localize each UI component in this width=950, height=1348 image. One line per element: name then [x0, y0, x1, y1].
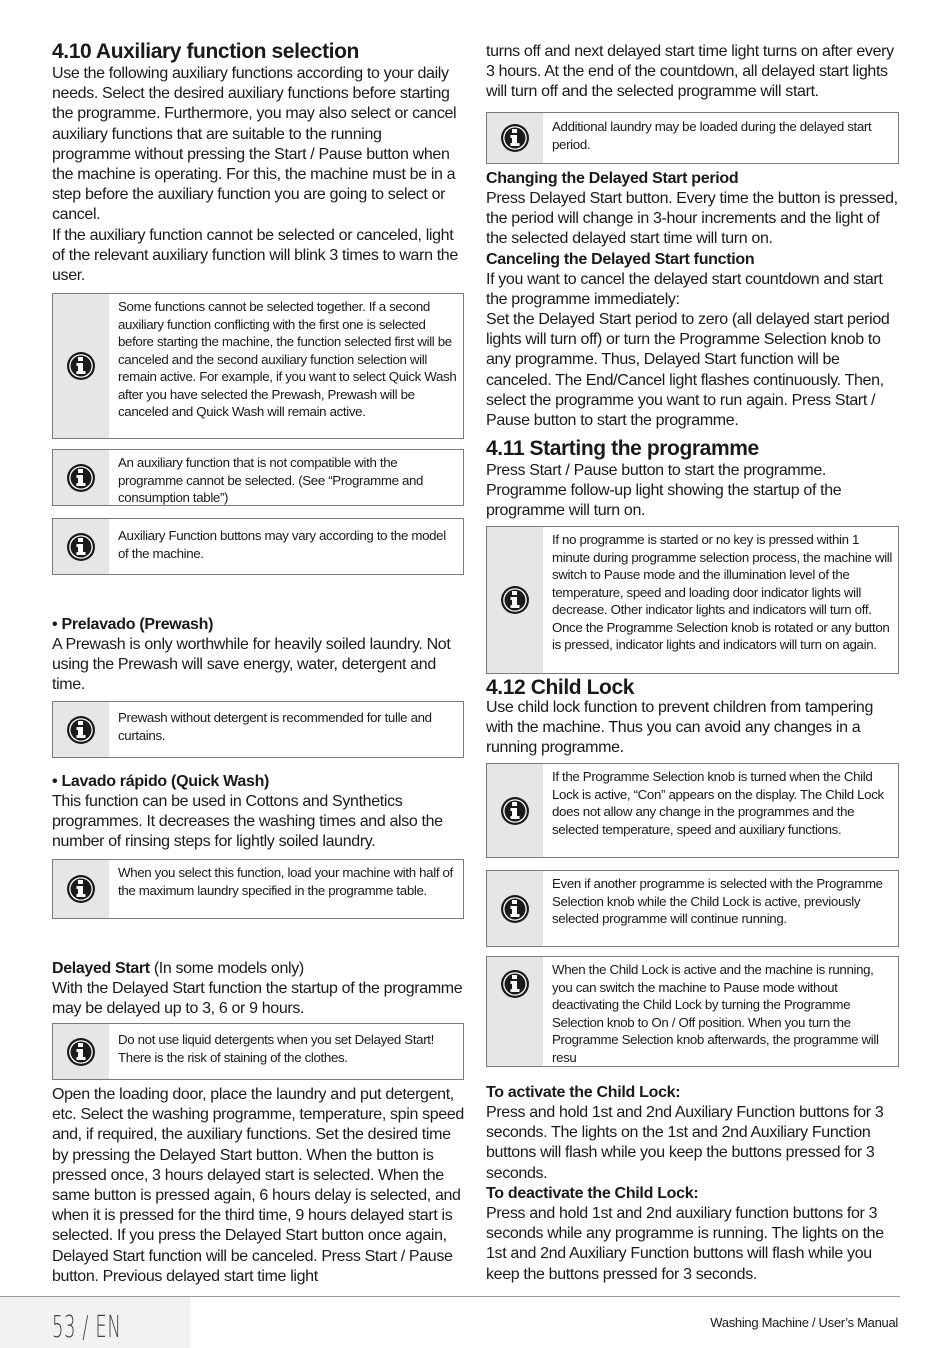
canceling-delayed-start-body: If you want to cancel the delayed start countdown and start the programme immediately: [486, 271, 883, 309]
manual-title: Washing Machine / User’s Manual [710, 1315, 898, 1330]
info-icon [53, 702, 109, 757]
note-text: Auxiliary Function buttons may vary according to the model of the machine. [118, 528, 446, 561]
activate-child-lock-title: To activate the Child Lock: [486, 1084, 681, 1101]
note-box [52, 449, 464, 506]
section-4-12-body: Use child lock function to prevent children from tampering with the machine. Thus you can avoid any changes in a running programme. [486, 699, 874, 757]
note-text: Some functions cannot be selected together. If a second auxiliary function conflicting with the first one is selected before starting the machine, the function selected first will be canceled and the second auxiliary function selection will remain active. For example, if you want to select Quick Wash after you have selected the Prewash, Prewash will be canceled and Quick Wash will remain active. [118, 299, 457, 419]
info-icon [487, 871, 543, 946]
prewash-title: • Prelavado (Prewash) [52, 616, 214, 633]
info-icon [487, 527, 543, 673]
info-icon [53, 450, 109, 505]
changing-delayed-start-body: Press Delayed Start button. Every time the button is pressed, the period will change in 3-hour increments and the light of the selected delayed start time will turn on. [486, 190, 898, 248]
note-box [52, 518, 464, 575]
section-4-10-body-2: If the auxiliary function cannot be selected or canceled, light of the relevant auxiliary function will blink 3 times to warn the user. [52, 227, 458, 285]
canceling-delayed-start-body-2: Set the Delayed Start period to zero (all delayed start period lights will turn off) or turn the Programme Selection knob to any programme. Thus, Delayed Start function will be canceled. The End/Cancel light flashes continuously. Then, select the programme you want to run again. Press Start / Pause button to start the programme. [486, 311, 890, 430]
footer-divider [0, 1296, 900, 1297]
note-text: Even if another programme is selected with the Programme Selection knob while the Child Lock is active, previously selected programme will continue running. [552, 876, 883, 926]
canceling-delayed-start-title: Canceling the Delayed Start function [486, 251, 755, 268]
note-box [52, 1023, 464, 1080]
prewash-body: A Prewash is only worthwhile for heavily soiled laundry. Not using the Prewash will save energy, water, detergent and time. [52, 636, 451, 694]
note-text: Prewash without detergent is recommended for tulle and curtains. [118, 710, 432, 743]
info-icon [53, 519, 109, 574]
note-box [486, 870, 899, 947]
delayed-start-body: With the Delayed Start function the startup of the programme may be delayed up to 3, 6 or 9 hours. [52, 980, 463, 1018]
note-text: Additional laundry may be loaded during the delayed start period. [552, 119, 872, 152]
info-icon [53, 294, 109, 438]
note-box [52, 293, 464, 439]
note-box [486, 526, 899, 674]
note-text: When the Child Lock is active and the machine is running, you can switch the machine to Pause mode without deactivating the Child Lock by turning the Programme Selection knob to On / Off position. When you turn the Programme Selection knob afterwards, the programme will resu [552, 962, 879, 1065]
deactivate-child-lock-title: To deactivate the Child Lock: [486, 1185, 699, 1202]
note-box [52, 701, 464, 758]
section-4-12-title: 4.12 Child Lock [486, 676, 635, 699]
section-4-11-body: Press Start / Pause button to start the programme. Programme follow-up light showing the startup of the programme will turn on. [486, 462, 842, 520]
delayed-start-instructions: Open the loading door, place the laundry and put detergent, etc. Select the washing programme, temperature, spin speed and, if required, the auxiliary functions. Set the desired time by pressing the Delayed Start button. When the button is pressed once, 3 hours delayed start is selected. When the same button is pressed again, 6 hours delay is selected, and when it is pressed for the third time, 9 hours delayed start is selected. If you press the Delayed Start button once again, Delayed Start function will be canceled. Press Start / Pause button. Previous delayed start time light [52, 1086, 464, 1285]
info-icon [487, 957, 543, 1066]
section-4-10-body: Use the following auxiliary functions according to your daily needs. Select the desired auxiliary functions before starting the programme. Furthermore, you may also select or cancel auxiliary functions that are suitable to the running programme without pressing the Start / Pause button when the machine is operating. For this, the machine must be in a step before the auxiliary function you are going to select or cancel. [52, 65, 457, 224]
note-box [486, 956, 899, 1067]
activate-child-lock-body: Press and hold 1st and 2nd Auxiliary Function buttons for 3 seconds. The lights on the 1st and 2nd Auxiliary Function buttons will flash while you keep the buttons pressed for 3 seconds. [486, 1104, 884, 1182]
note-box [486, 763, 899, 858]
info-icon [487, 113, 543, 163]
info-icon [53, 860, 109, 918]
delayed-start-title [52, 959, 464, 979]
quick-wash-title: • Lavado rápido (Quick Wash) [52, 773, 270, 790]
quick-wash-body: This function can be used in Cottons and Synthetics programmes. It decreases the washing times and also the number of rinsing steps for lightly soiled laundry. [52, 793, 443, 851]
section-4-10-title: 4.10 Auxiliary function selection [52, 40, 359, 63]
note-text: An auxiliary function that is not compatible with the programme cannot be selected. (See “Programme and consumption table”) [118, 455, 424, 505]
delayed-start-continued: turns off and next delayed start time light turns on after every 3 hours. At the end of the countdown, all delayed start lights will turn off and the selected programme will start. [486, 43, 894, 101]
delayed-start-title-bold: Delayed Start [52, 960, 150, 977]
note-text: When you select this function, load your machine with half of the maximum laundry specified in the programme table. [118, 865, 453, 898]
section-4-11-title: 4.11 Starting the programme [486, 437, 759, 460]
note-box [486, 112, 899, 164]
deactivate-child-lock-body: Press and hold 1st and 2nd auxiliary function buttons for 3 seconds while any programme is running. The lights on the 1st and 2nd Auxiliary Function buttons will flash while you keep the buttons pressed for 3 seconds. [486, 1205, 884, 1283]
delayed-start-title-note: (In some models only) [149, 960, 304, 977]
note-box [52, 859, 464, 919]
info-icon [487, 764, 543, 857]
note-text: If the Programme Selection knob is turned when the Child Lock is active, “Con” appears on the display. The Child Lock does not allow any change in the programmes and the selected temperature, speed and auxiliary functions. [552, 769, 884, 837]
page-number: 53 / EN [52, 1310, 122, 1345]
info-icon [53, 1024, 109, 1079]
note-text: If no programme is started or no key is pressed within 1 minute during programme selection process, the machine will switch to Pause mode and the illumination level of the temperature, speed and loading door indicator lights will decrease. Other indicator lights and indicators will turn off. Once the Programme Selection knob is rotated or any button is pressed, indicator lights and indicators will turn on again. [552, 532, 893, 652]
changing-delayed-start-title: Changing the Delayed Start period [486, 170, 739, 187]
note-text: Do not use liquid detergents when you set Delayed Start! There is the risk of staining of the clothes. [118, 1032, 434, 1065]
